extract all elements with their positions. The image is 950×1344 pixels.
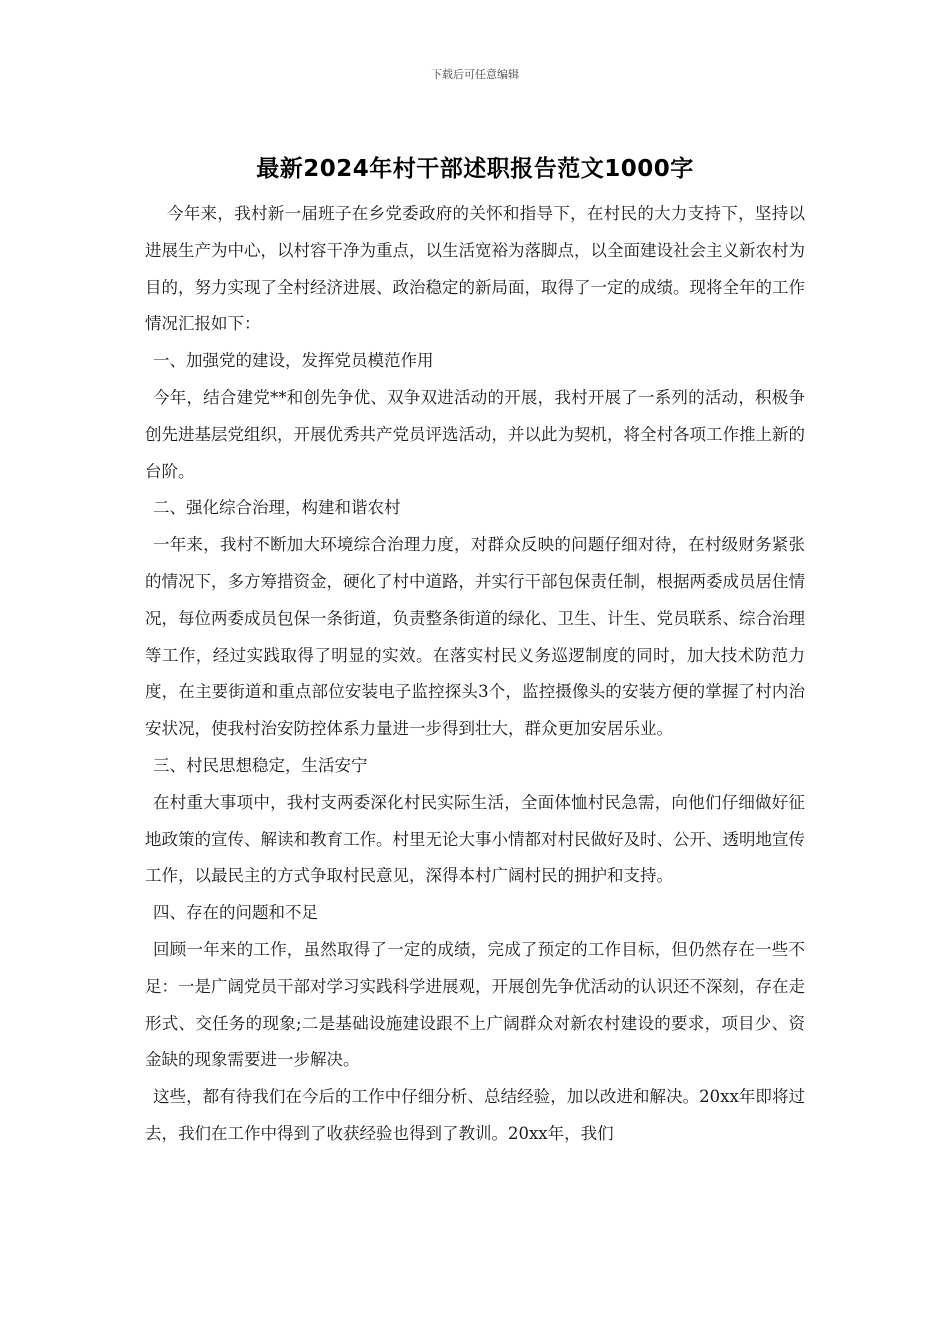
- section-paragraph-1: 今年，结合建党**和创先争优、双争双进活动的开展，我村开展了一系列的活动，积极争创先进基层党组织，开展优秀共产党员评选活动，并以此为契机，将全村各项工作推上新的台阶。: [145, 387, 805, 481]
- document-body: [145, 196, 805, 1153]
- section-paragraph-4: 回顾一年来的工作，虽然取得了一定的成绩，完成了预定的工作目标，但仍然存在一些不足：一是广阔党员干部对学习实践科学进展观，开展创先争优活动的认识还不深刻，存在走形式、交任务的现象;二是基础设施建设跟不上广阔群众对新农村建设的要求，项目少、资金缺的现象需要进一步解决。: [145, 939, 805, 1070]
- section-paragraph-3: 在村重大事项中，我村支两委深化村民实际生活，全面体恤村民急需，向他们仔细做好征地政策的宣传、解读和教育工作。村里无论大事小情都对村民做好及时、公开、透明地宣传工作，以最民主的方式争取村民意见，深得本村广阔村民的拥护和支持。: [145, 792, 805, 886]
- intro-paragraph: 今年来，我村新一届班子在乡党委政府的关怀和指导下，在村民的大力支持下，坚持以进展生产为中心，以村容干净为重点，以生活宽裕为落脚点，以全面建设社会主义新农村为目的，努力实现了全村经济进展、政治稳定的新局面，取得了一定的成绩。现将全年的工作情况汇报如下：: [145, 204, 805, 334]
- document-title: 最新2024年村干部述职报告范文1000字: [256, 156, 694, 182]
- section-paragraph-2: 一年来，我村不断加大环境综合治理力度，对群众反映的问题仔细对待，在村级财务紧张的情况下，多方筹措资金，硬化了村中道路，并实行干部包保责任制，根据两委成员居住情况，每位两委成员包保一条街道，负责整条街道的绿化、卫生、计生、党员联系、综合治理等工作，经过实践取得了明显的实效。在落实村民义务巡逻制度的同时，加大技术防范力度，在主要街道和重点部位安装电子监控探头3个，监控摄像头的安装方便的掌握了村内治安状况，使我村治安防控体系力量进一步得到壮大，群众更加安居乐业。: [145, 535, 805, 739]
- section-heading-4: 四、存在的问题和不足: [153, 903, 318, 923]
- header-note: 下载后可任意编辑: [431, 68, 519, 81]
- section-heading-3: 三、村民思想稳定，生活安宁: [153, 755, 368, 775]
- closing-paragraph: 这些，都有待我们在今后的工作中仔细分析、总结经验，加以改进和解决。20xx年即将过去，我们在工作中得到了收获经验也得到了教训。20xx年，我们: [145, 1087, 805, 1143]
- section-heading-1: 一、加强党的建设，发挥党员模范作用: [153, 351, 434, 371]
- section-heading-2: 二、强化综合治理，构建和谐农村: [153, 498, 401, 518]
